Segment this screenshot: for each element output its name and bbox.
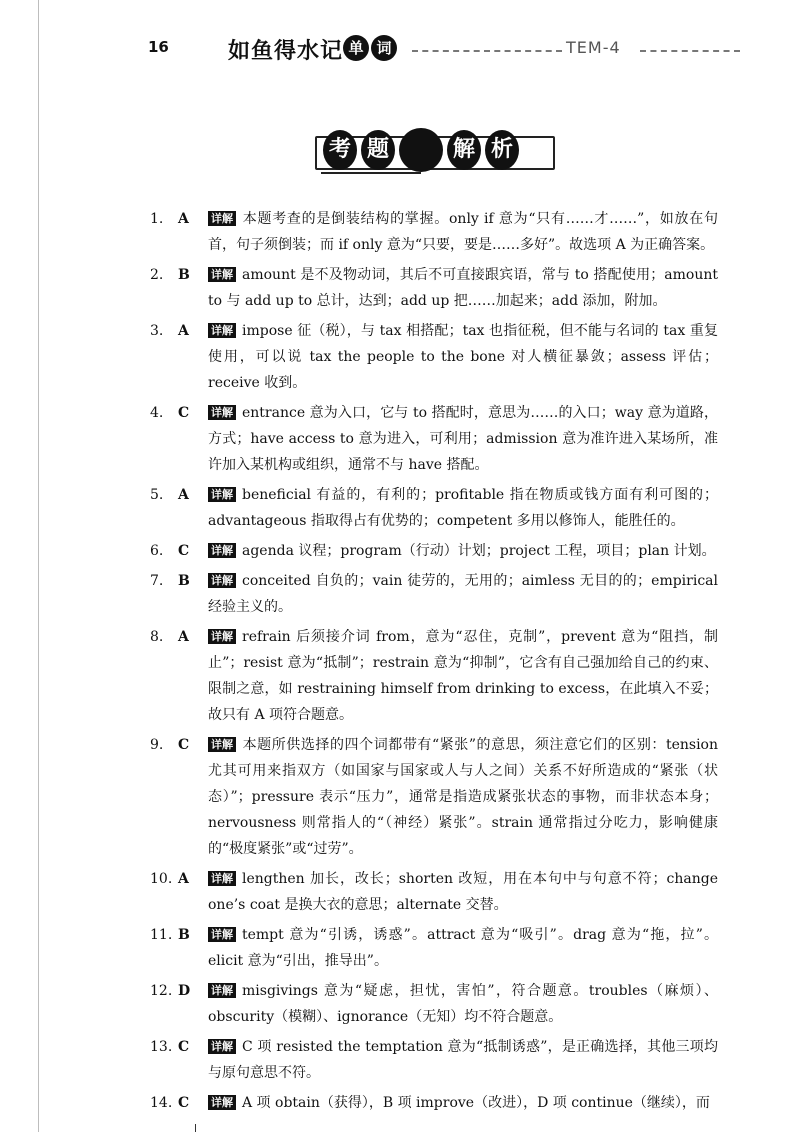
list-item (150, 206, 718, 258)
item-number: 11. (150, 927, 173, 943)
item-number: 3. (150, 323, 164, 339)
item-explanation: conceited 自负的；vain 徒劳的，无用的；aimless 无目的的；empirical 经验主义的。 (208, 573, 718, 615)
explanation-badge: 详解 (208, 267, 236, 282)
item-answer: A (178, 487, 189, 503)
list-item (150, 318, 718, 396)
explanation-badge: 详解 (208, 405, 236, 420)
item-explanation: 本题考查的是倒装结构的掌握。only if 意为“只有……才……”，如放在句首，句子须倒装；而 if only 意为“只要，要是……多好”。故选项 A 为正确答案。 (208, 211, 718, 253)
list-item (150, 1090, 718, 1116)
item-number: 14. (150, 1095, 173, 1111)
exam-tag: TEM-4 (566, 38, 621, 57)
item-answer: B (178, 927, 190, 943)
section-title-banner (315, 128, 551, 176)
item-answer: C (178, 405, 190, 421)
item-answer: B (178, 573, 190, 589)
explanation-badge: 详解 (208, 927, 236, 942)
explanation-badge: 详解 (208, 871, 236, 886)
explanation-badge: 详解 (208, 1095, 236, 1110)
item-answer: C (178, 737, 190, 753)
page-number: 16 (148, 38, 169, 56)
list-item (150, 1034, 718, 1086)
section-title-char: 考 (323, 130, 357, 170)
explanation-badge: 详解 (208, 323, 236, 338)
explanation-badge: 详解 (208, 629, 236, 644)
list-item (150, 568, 718, 620)
item-answer: A (178, 323, 189, 339)
item-number: 9. (150, 737, 164, 753)
item-explanation: lengthen 加长，改长；shorten 改短，用在本句中与句意不符；change one’s coat 是换大衣的意思；alternate 交替。 (208, 871, 718, 913)
explanation-badge: 详解 (208, 573, 236, 588)
explanation-badge: 详解 (208, 543, 236, 558)
explanation-badge: 详解 (208, 737, 236, 752)
item-explanation: beneficial 有益的，有利的；profitable 指在物质或钱方面有利可图的；advantageous 指取得占有优势的；competent 多用以修饰人，能胜任的。 (208, 487, 718, 529)
explanation-badge: 详解 (208, 983, 236, 998)
item-explanation: amount 是不及物动词，其后不可直接跟宾语，常与 to 搭配使用；amount to 与 add up to 总计，达到；add up 把……加起来；add 添加，附加。 (208, 267, 718, 309)
item-answer: A (178, 629, 189, 645)
item-explanation: 本题所供选择的四个词都带有“紧张”的意思，须注意它们的区别：tension 尤其可用来指双方（如国家与国家或人与人之间）关系不好所造成的“紧张（状态）”；pressure 表示“压力”，通常是指造成紧张状态的事物，而非状态本身；nervousness 则常指人的“（神经）紧张”。strain 通常指过分吃力，影响健康的“极度紧张”或“过劳”。 (208, 737, 718, 857)
item-explanation: misgivings 意为“疑虑，担忧，害怕”，符合题意。troubles（麻烦）、obscurity（模糊）、ignorance（无知）均不符合题意。 (208, 983, 718, 1025)
item-explanation: entrance 意为入口，它与 to 搭配时，意思为……的入口；way 意为道路，方式；have access to 意为进入，可利用；admission 意为准许进入某场所，准许加入某机构或组织，通常不与 have 搭配。 (208, 405, 718, 473)
item-explanation: agenda 议程；program（行动）计划；project 工程，项目；plan 计划。 (242, 543, 716, 559)
section-title (323, 128, 519, 172)
list-item (150, 866, 718, 918)
item-explanation: C 项 resisted the temptation 意为“抵制诱惑”，是正确选择，其他三项均与原句意思不符。 (208, 1039, 718, 1081)
series-badge (343, 34, 397, 62)
item-number: 8. (150, 629, 164, 645)
item-number: 7. (150, 573, 164, 589)
item-number: 10. (150, 871, 173, 887)
explanation-badge: 详解 (208, 1039, 236, 1054)
answer-explanation-list (150, 206, 718, 1120)
item-answer: C (178, 1095, 190, 1111)
list-item (150, 978, 718, 1030)
item-answer: B (178, 267, 190, 283)
item-answer: A (178, 871, 189, 887)
item-explanation: refrain 后须接介词 from，意为“忍住，克制”，prevent 意为“阻挡，制止”；resist 意为“抵制”；restrain 意为“抑制”，它含有自己强加给自己的约束、限制之意，如 restraining himself from drinking to excess，在此填入不妥；故只有 A 项符合题意。 (208, 629, 718, 723)
list-item (150, 624, 718, 728)
running-header (0, 30, 800, 70)
list-item (150, 400, 718, 478)
section-title-char: 析 (485, 130, 519, 170)
item-number: 12. (150, 983, 173, 999)
header-dashed-rule (640, 50, 740, 52)
page-margin-rule (38, 0, 39, 1132)
section-title-char: 题 (361, 130, 395, 170)
item-answer: D (178, 983, 191, 999)
item-number: 2. (150, 267, 164, 283)
item-explanation: impose 征（税），与 tax 相搭配；tax 也指征税，但不能与名词的 tax 重复使用，可以说 tax the people to the bone 对人横征暴敛；assess 评估；receive 收到。 (208, 323, 718, 391)
item-answer: C (178, 1039, 190, 1055)
section-title-char: 解 (447, 130, 481, 170)
list-item (150, 922, 718, 974)
item-number: 1. (150, 211, 164, 227)
list-item (150, 482, 718, 534)
item-answer: A (178, 211, 189, 227)
decorative-dot-icon (399, 128, 443, 172)
series-badge-char: 单 (343, 35, 369, 61)
series-badge-char: 词 (371, 35, 397, 61)
explanation-badge: 详解 (208, 211, 236, 226)
page-mark (195, 1124, 196, 1132)
book-title: 如鱼得水记 (228, 39, 344, 64)
item-number: 13. (150, 1039, 173, 1055)
list-item (150, 732, 718, 862)
explanation-badge: 详解 (208, 487, 236, 502)
header-dashed-rule (412, 50, 562, 52)
item-explanation: tempt 意为“引诱，诱惑”。attract 意为“吸引”。drag 意为“拖，拉”。elicit 意为“引出，推导出”。 (208, 927, 718, 969)
item-explanation: A 项 obtain（获得），B 项 improve（改进），D 项 continue（继续），而 (242, 1095, 710, 1111)
item-number: 4. (150, 405, 164, 421)
item-number: 6. (150, 543, 164, 559)
item-number: 5. (150, 487, 164, 503)
list-item (150, 262, 718, 314)
banner-underline (321, 172, 421, 174)
list-item (150, 538, 718, 564)
item-answer: C (178, 543, 190, 559)
